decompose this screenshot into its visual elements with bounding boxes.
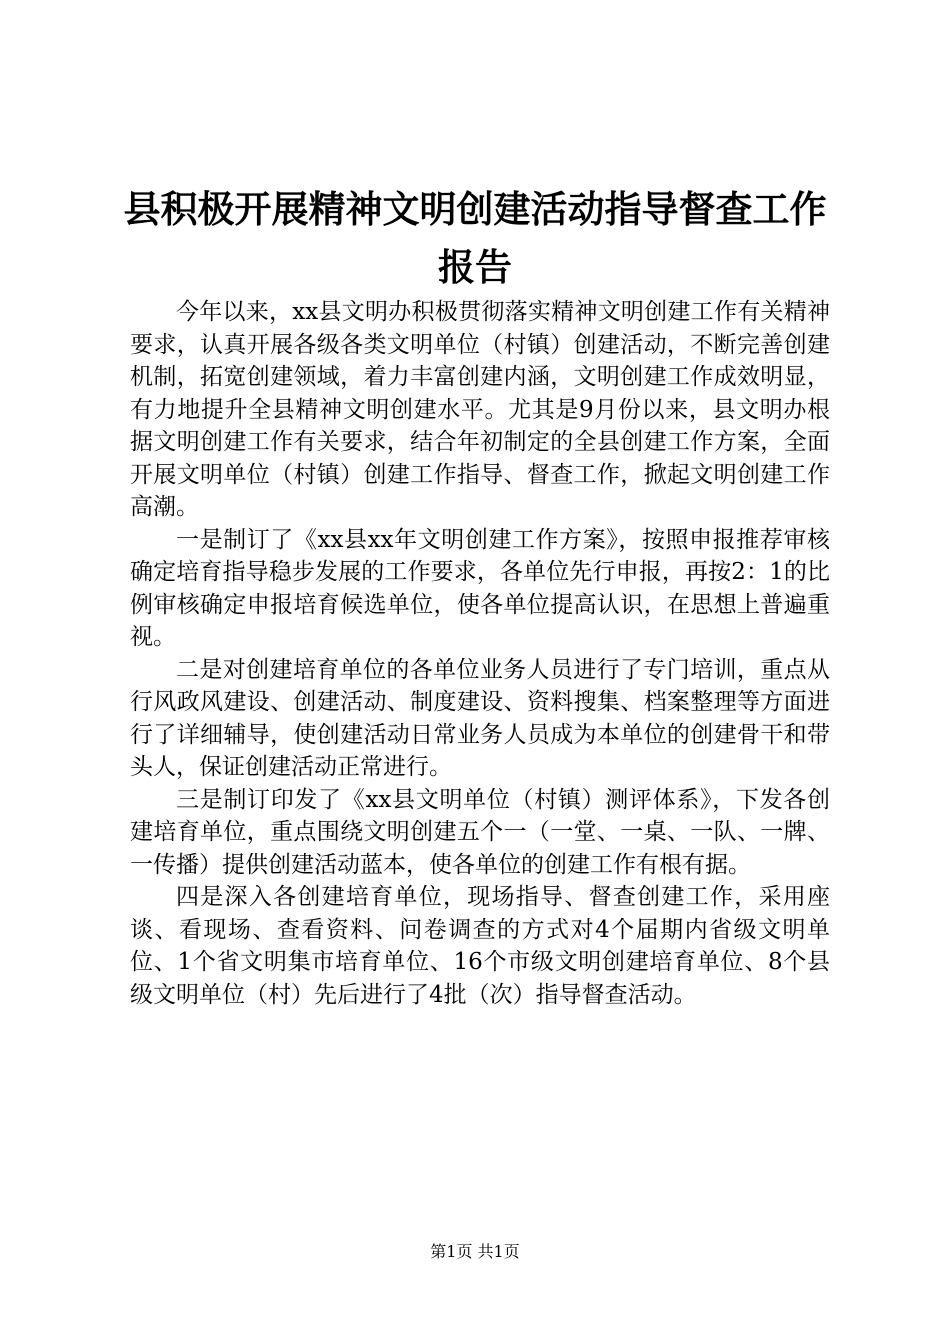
document-title: 县积极开展精神文明创建活动指导督查工作报告	[123, 187, 827, 289]
paragraph-item-2: 二是对创建培育单位的各单位业务人员进行了专门培训，重点从行风政风建设、创建活动、制度建设、资料搜集、档案整理等方面进行了详细辅导，使创建活动日常业务人员成为本单位的创建骨干和带头人，保证创建活动正常进行。	[130, 656, 830, 780]
paragraph-item-4: 四是深入各创建培育单位，现场指导、督查创建工作，采用座谈、看现场、查看资料、问卷调查的方式对4个届期内省级文明单位、1个省文明集市培育单位、16个市级文明创建培育单位、8个县级文明单位（村）先后进行了4批（次）指导督查活动。	[130, 884, 830, 1008]
paragraph-item-1: 一是制订了《xx县xx年文明创建工作方案》，按照申报推荐审核确定培育指导稳步发展的工作要求，各单位先行申报，再按2：1的比例审核确定申报培育候选单位，使各单位提高认识，在思想上普遍重视。	[130, 526, 830, 650]
page-footer: 第1页 共1页	[430, 1242, 520, 1261]
paragraph-intro: 今年以来，xx县文明办积极贯彻落实精神文明创建工作有关精神要求，认真开展各级各类文明单位（村镇）创建活动，不断完善创建机制，拓宽创建领域，着力丰富创建内涵，文明创建工作成效明显，有力地提升全县精神文明创建水平。尤其是9月份以来，县文明办根据文明创建工作有关要求，结合年初制定的全县创建工作方案，全面开展文明单位（村镇）创建工作指导、督查工作，掀起文明创建工作高潮。	[130, 299, 830, 520]
paragraph-item-3: 三是制订印发了《xx县文明单位（村镇）测评体系》，下发各创建培育单位，重点围绕文明创建五个一（一堂、一桌、一队、一牌、一传播）提供创建活动蓝本，使各单位的创建工作有根有据。	[130, 786, 830, 878]
document-body	[130, 296, 830, 1011]
